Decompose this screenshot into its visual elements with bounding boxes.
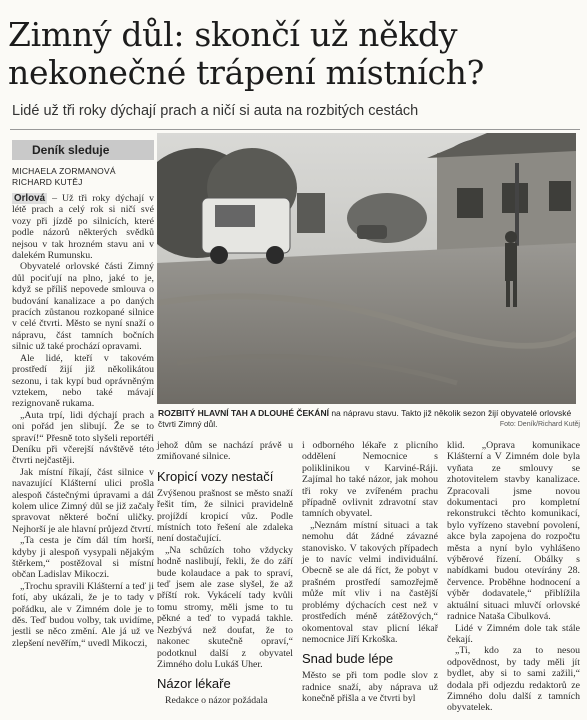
paragraph: jehož dům se nachází právě u zmiňované silnice. [157,440,293,463]
paragraph: „Trochu spravili Klášterní a teď ji fotí, aby ukázali, že je to tady v pořádku, ale v Zimném dole je to děs. Teď budou volby, tak uvidíme, jestli se něco změní. Ale já už ve zlepšení nevěřím,“ uvedl Mikoczi, [12,580,154,649]
lead-paragraph [12,193,154,261]
photo-illustration [157,133,576,404]
paragraph: Redakce o názor požádala [165,695,268,707]
paragraph: klid. „Oprava komunikace Klášterní a V Zimném dole byla vyňata ze smlouvy se zhotovitelem stavby kanalizace. Zpracovali jsme novou dokumentaci pro kompletní rekonstrukci těchto komunikací, bylo vyřízeno stavební povolení, akce byla zapojena do rozpočtu města a nyní bylo vyhlášeno výběrové řízení. Obálky s nabídkami budou otevírány 28. července. Proběhne hodnocení a výběr dodavatele,“ přiblížila aktuální situaci mluvčí orlovské radnice Nataša Cibulková. [447,440,580,623]
authors [12,166,116,188]
paragraph: Obyvatelé orlovské části Zimný důl pociťují na plno, jaké to je, když se příliš nepovede smlouva o budování kanalizace a po daných pracích zůstanou rozkopané silnice v celé čtvrti. Město se nyní snaží o nápravu, část tamních bočních silnic už také prochází opravami. [12,261,154,353]
paragraph: „Ti, kdo za to nesou odpovědnost, by tady měli jít bydlet, aby si to sami zažili,“ dodala při odjezdu redaktorů ze Zimného dolu další z tamních obyvatelek. [447,645,580,714]
paragraph: Zvýšenou prašnost se město snaží řešit tím, že silnici pravidelně projíždí kropicí vůz. Podle místních toto řešení ale zdaleka není dostačující. [157,487,293,545]
divider [10,129,580,130]
section-heading: Kropicí vozy nestačí [157,468,274,484]
street-photo [157,133,576,404]
article-column-1 [12,193,154,649]
place-label: Orlová [14,193,46,204]
author-name: MICHAELA ZORMANOVÁ [12,166,116,176]
rubric-label: Deník sleduje [12,140,154,160]
lead-text: – Už tři roky dýchají v létě prach a celý rok si ničí své vozy při jízdě po silnicích, které podle názorů některých svědků nejsou v tak hrozném stavu ani v dalekém Rumunsku. [12,193,154,262]
subheadline: Lidé už tři roky dýchají prach a ničí si auta na rozbitých cestách [12,103,419,119]
article-column-4 [447,440,580,714]
paragraph: „Neznám místní situaci a tak nemohu dát žádné závazné stanovisko. V takových případech je to navíc velmi individuální. Obecně se ale dá říct, že pobyt v prašném prostředí samozřejmě může mít vliv i na častější problémy dýchacích cest než v prostředích méně zátěžových,“ okomentoval stav plicní lékař nemocnice Jiří Krkoška. [302,519,438,645]
headline: Zimný důl: skončí už někdy nekonečné trápení místních? [8,15,485,92]
photo-credit: Foto: Deník/Richard Kutěj [499,421,580,428]
article-column-2 [157,440,293,707]
section-heading: Názor lékaře [157,676,231,692]
paragraph: Lidé v Zimném dole tak stále čekají. [447,622,580,645]
section-heading: Snad bude lépe [302,651,394,667]
author-name: RICHARD KUTĚJ [12,177,83,187]
paragraph: Město se při tom podle slov z radnice snaží, aby náprava už konečně přišla a ve čtvrti byl [302,670,438,705]
paragraph: i odborného lékaře z plicního oddělení Nemocnice s poliklinikou v Karviné-Ráji. Zajímal ho také názor, jak mohou tři roky ve zvířeném prachu případně ovlivnit zdravotní stav tamních obyvatel. [302,440,438,520]
paragraph: Ale lidé, kteří v takovém prostředí žijí již několikátou sezonu, i tak kypí bud oprávněným vztekem, nebo také mávají rezignovaně rukama. [12,352,154,410]
paragraph: „Ta cesta je čím dál tím horší, kdyby ji alespoň vysypali nějakým štěrkem,“ postěžoval si místní občan Ladislav Mikoczi. [12,535,154,581]
paragraph: „Na schůzích toho vždycky hodně naslibují, řekli, že do září bude kolaudace a pak to spraví, teď jsem ale zase slyšel, že až příští rok. Vykácelí tady kvůli tomu stromy, měli jsme to tu pěkné a teď to vypadá takhle. Nezbývá než doufat, že to nakonec skutečně opraví,“ podotknul další z obyvatel Zimného dolu Lukáš Uher. [157,544,293,670]
paragraph: Jak místní říkají, část silnice v navazující Klášterní ulici prošla alespoň částečnými úpravami a dál kolem ulice Zimný důl se již začaly spravovat některé boční uličky. Nejhorší je ale hlavní průjezd čtvrtí. [12,466,154,535]
caption-text: na nápravu stavu. Takto již několik sezon žijí obyvatelé orlovské čtvrti Zimný důl. [158,408,572,429]
article-column-3 [302,440,438,705]
paragraph: „Auta trpí, lidi dýchají prach a oni pořád jen slibují. Že se to spraví!“ Přesně toto slyšeli reportéři Deníku při včerejší návštěvě této čtvrti nejčastěji. [12,409,154,467]
caption-title: ROZBITÝ HLAVNÍ TAH A DLOUHÉ ČEKÁNÍ [158,408,329,418]
